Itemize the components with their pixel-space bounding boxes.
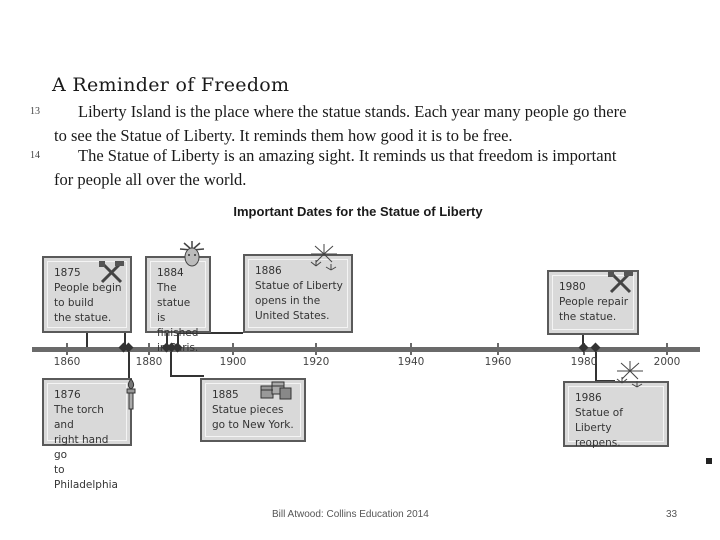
- line-number: 13: [30, 106, 40, 117]
- page-number: 33: [666, 509, 678, 520]
- axis-label: 1980: [570, 356, 598, 368]
- paragraph-line: [54, 144, 694, 168]
- event-box-1876: [42, 378, 132, 491]
- statue-head-icon: [177, 240, 207, 270]
- axis-label: 1860: [53, 356, 81, 368]
- axis-tick: [148, 343, 150, 355]
- footer-credit: Bill Atwood: Collins Education 2014: [272, 509, 429, 520]
- axis-tick: [497, 343, 499, 355]
- axis-label: 1940: [397, 356, 425, 368]
- paragraph-line: for people all over the world.: [54, 170, 247, 189]
- paragraph-text: The Statue of Liberty is an amazing sight. It reminds us that freedom is important: [78, 146, 617, 165]
- fireworks-icon: [307, 242, 341, 276]
- axis-tick: [315, 343, 317, 355]
- axis-label: 1960: [484, 356, 512, 368]
- axis-label: 1880: [135, 356, 163, 368]
- bullet-marker: [706, 458, 712, 464]
- connector-1876: [128, 352, 130, 378]
- timeline-title-text: Important Dates for the Statue of Liberty: [233, 204, 483, 219]
- event-box-1980: [547, 270, 639, 335]
- axis-label: 1920: [302, 356, 330, 368]
- axis-tick: [410, 343, 412, 355]
- event-box-1886: [243, 254, 353, 333]
- torch-icon: [124, 378, 138, 410]
- paragraph: [54, 144, 694, 192]
- axis-tick: [66, 343, 68, 355]
- paragraph-text: Liberty Island is the place where the statue stands. Each year many people go there: [78, 102, 627, 121]
- event-text: 1986 Statue of Liberty reopens.: [575, 392, 623, 449]
- connector-1885: [170, 375, 204, 377]
- tools-icon: [607, 270, 635, 296]
- event-text: 1884 The statue is finished in Paris.: [157, 267, 199, 354]
- fireworks-icon: [613, 359, 647, 393]
- event-text: 1885 Statue pieces go to New York.: [212, 389, 294, 431]
- event-box-1884: [145, 256, 211, 354]
- page-title: A Reminder of Freedom: [52, 74, 290, 96]
- event-text: 1980 People repair the statue.: [559, 281, 629, 323]
- event-box-1986: [563, 381, 669, 447]
- line-number: 14: [30, 150, 40, 161]
- event-text: 1886 Statue of Liberty opens in the United States.: [255, 265, 343, 322]
- paragraph-line: [54, 100, 694, 124]
- event-box-1885: [200, 378, 306, 442]
- tools-icon: [98, 260, 126, 286]
- timeline-title: [0, 204, 720, 219]
- axis-label: 1900: [219, 356, 247, 368]
- axis-tick: [666, 343, 668, 355]
- event-text: 1876 The torch and right hand go to Philadelphia: [54, 389, 118, 491]
- axis-label: 2000: [653, 356, 681, 368]
- event-box-1875: [42, 256, 132, 333]
- paragraph: [54, 100, 694, 148]
- axis-tick: [232, 343, 234, 355]
- crates-icon: [260, 378, 292, 400]
- paragraph-line: to see the Statue of Liberty. It reminds them how good it is to be free.: [54, 126, 513, 145]
- event-text: 1875 People begin to build the statue.: [54, 267, 122, 324]
